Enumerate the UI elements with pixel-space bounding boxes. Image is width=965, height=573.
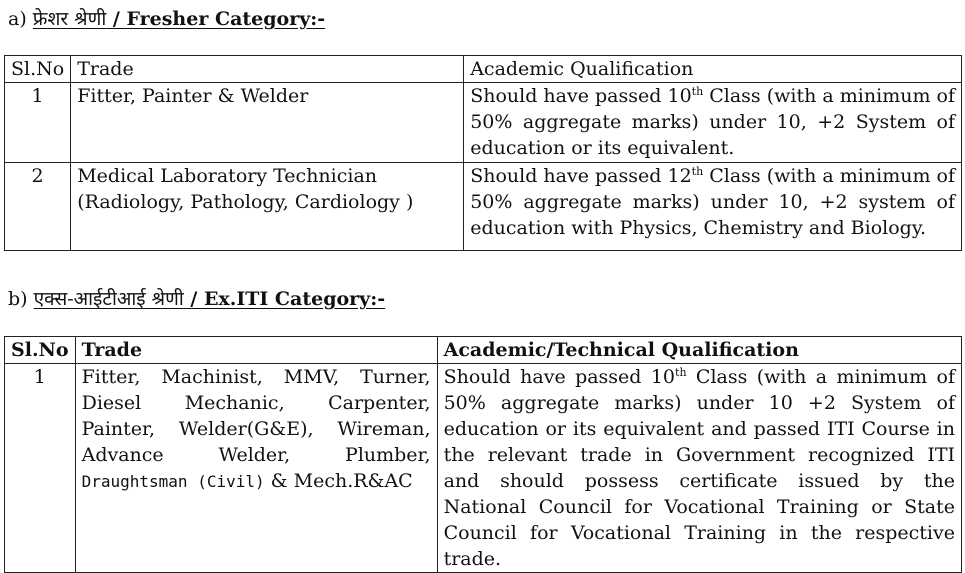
col-header-slno: Sl.No bbox=[5, 56, 71, 83]
table-row bbox=[5, 83, 962, 163]
fresher-category-table bbox=[4, 55, 962, 251]
section-a-prefix: a) bbox=[8, 8, 27, 30]
row-serial-number: 1 bbox=[5, 364, 76, 573]
row-trade: Fitter, Machinist, MMV, Turner, Diesel Mechanic, Carpenter, Painter, Welder(G&E), Wireman, Advance Welder, Plumber, Draughtsman (Civil) & Mech.R&AC bbox=[75, 364, 437, 573]
section-b-hindi-title: एक्स-आईटीआई श्रेणी bbox=[33, 288, 184, 310]
col-header-qualification: Academic/Technical Qualification bbox=[437, 337, 961, 364]
ex-iti-category-table bbox=[4, 336, 962, 573]
section-b-english-title: / Ex.ITI Category:- bbox=[183, 288, 386, 310]
table-header-row bbox=[5, 56, 962, 83]
col-header-trade: Trade bbox=[75, 337, 437, 364]
table-header-row bbox=[5, 337, 962, 364]
table-row bbox=[5, 163, 962, 251]
col-header-slno: Sl.No bbox=[5, 337, 76, 364]
row-trade: Medical Laboratory Technician (Radiology, Pathology, Cardiology ) bbox=[71, 163, 464, 251]
row-serial-number: 2 bbox=[5, 163, 71, 251]
section-b-heading bbox=[8, 285, 385, 311]
section-a-hindi-title: फ्रेशर श्रेणी bbox=[32, 8, 107, 30]
col-header-qualification: Academic Qualification bbox=[464, 56, 962, 83]
section-a-english-title: / Fresher Category:- bbox=[106, 8, 326, 30]
col-header-trade: Trade bbox=[71, 56, 464, 83]
row-qualification: Should have passed 10th Class (with a minimum of 50% aggregate marks) under 10 +2 System of education or its equivalent and passed ITI Course in the relevant trade in Government recognized ITI and should possess certificate issued by the National Council for Vocational Training or State Council for Vocational Training in the respective trade. bbox=[437, 364, 961, 573]
row-qualification: Should have passed 12th Class (with a minimum of 50% aggregate marks) under 10, +2 system of education with Physics, Chemistry and Biology. bbox=[464, 163, 962, 251]
row-qualification: Should have passed 10th Class (with a minimum of 50% aggregate marks) under 10, +2 System of education or its equivalent. bbox=[464, 83, 962, 163]
section-b-prefix: b) bbox=[8, 288, 28, 310]
section-a-heading bbox=[8, 5, 325, 31]
row-trade: Fitter, Painter & Welder bbox=[71, 83, 464, 163]
row-serial-number: 1 bbox=[5, 83, 71, 163]
table-row bbox=[5, 364, 962, 573]
